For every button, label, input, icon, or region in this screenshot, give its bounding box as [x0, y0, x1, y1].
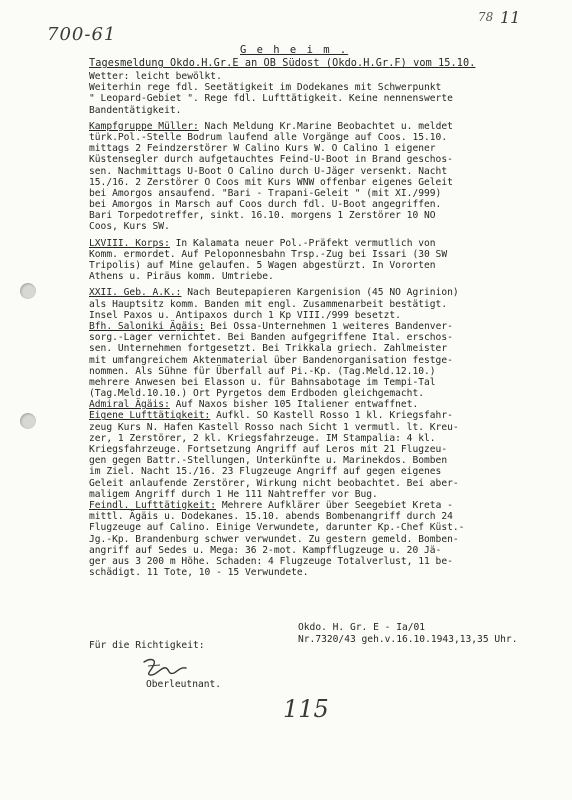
- report-line: [89, 366, 535, 377]
- secret-heading: G e h e i m .: [240, 44, 349, 56]
- line-text: Bei Ossa-Unternehmen 1 weiteres Bandenver-: [204, 320, 453, 332]
- line-text: bei Amorgos ansaufend. "Bari - Trapani-Geleit " (mit XI./999): [89, 187, 442, 199]
- binder-hole: [20, 283, 36, 299]
- line-text: als Hauptsitz komm. Banden mit engl. Zusammenarbeit bestätigt.: [89, 298, 448, 310]
- report-line: [89, 522, 535, 533]
- report-line: [89, 249, 535, 260]
- handwritten-signature: [140, 656, 190, 678]
- line-text: mittags 2 Feindzerstörer W Calino Kurs W. O Calino 1 eigener: [89, 143, 436, 155]
- report-line: [89, 82, 535, 93]
- line-text: mehrere Anwesen bei Elasson u. für Bahnsabotage im Tempi-Tal: [89, 376, 436, 388]
- section-label: Bfh. Saloniki Ägäis:: [89, 320, 205, 332]
- report-line: [89, 260, 535, 271]
- report-line: [89, 332, 535, 343]
- report-line: [89, 93, 535, 104]
- report-line: [89, 545, 535, 556]
- handwritten-page-number: 11: [500, 8, 521, 27]
- report-line: [89, 377, 535, 388]
- signer-rank: Oberleutnant.: [146, 679, 222, 690]
- report-line: [89, 210, 535, 221]
- report-line: [89, 132, 535, 143]
- line-text: Kriegsfahrzeuge. Fortsetzung Angriff auf Leros mit 21 Flugzeu-: [89, 444, 448, 455]
- line-text: Nach Meldung Kr.Marine Beobachtet u. meldet: [198, 120, 453, 132]
- line-text: sorg.-Lager vernichtet. Bei Banden aufgegriffene Ital. erschos-: [89, 332, 453, 344]
- report-line: [89, 188, 535, 199]
- report-line: [89, 154, 535, 165]
- line-text: Insel Paxos u. Antipaxos durch 1 Kp VIII./999 besetzt.: [89, 309, 401, 321]
- handwritten-archive-number: 700-61: [47, 24, 117, 45]
- line-text: zer, 1 Zerstörer, 2 kl. Kriegsfahrzeuge. IM Stampalia: 4 kl.: [89, 432, 436, 444]
- section-label: XXII. Geb. A.K.:: [89, 287, 182, 299]
- handwritten-folio-number: 115: [283, 695, 329, 723]
- report-line: [89, 271, 535, 282]
- report-line: [89, 143, 535, 154]
- line-text: Athens u. Piräus komm. Umtriebe.: [89, 271, 274, 283]
- office-line-1: Okdo. H. Gr. E - Ia/01: [298, 622, 426, 633]
- line-text: Geleit anlaufende Zerstörer, Wirkung nicht beobachtet. Bei aber-: [89, 477, 459, 489]
- report-line: [89, 500, 535, 511]
- report-line: [89, 399, 535, 410]
- line-text: Küstensegler durch aufgetauchtes Feind-U-Boot in Brand geschos-: [89, 154, 453, 166]
- report-line: [89, 444, 535, 455]
- line-text: mittl. Ägäis u. Dodekanes. 15.10. abends Bombenangriff durch 24: [89, 511, 453, 523]
- line-text: Wetter: leicht bewölkt.: [89, 71, 222, 82]
- line-text: Auf Naxos bisher 105 Italiener entwaffnet.: [169, 399, 419, 411]
- line-text: In Kalamata neuer Pol.-Präfekt vermutlich von: [169, 237, 436, 249]
- line-text: bei Amorgos in Marsch auf Coos durch fdl. U-Boot angegriffen.: [89, 199, 442, 211]
- report-line: [89, 455, 535, 466]
- line-text: zeug Kurs N. Hafen Kastell Rosso nach Sicht 1 vermutl. lt. Kreu-: [89, 421, 459, 433]
- line-text: " Leopard-Gebiet ". Rege fdl. Lufttätigkeit. Keine nennenswerte: [89, 93, 453, 105]
- attestation-label: Für die Richtigkeit:: [89, 640, 205, 651]
- section-label: LXVIII. Korps:: [89, 237, 170, 249]
- report-line: [89, 355, 535, 366]
- line-text: Bandentätigkeit.: [89, 104, 182, 116]
- report-body: [89, 71, 535, 578]
- line-text: mit umfangreichem Aktenmaterial über Bandenorganisation festge-: [89, 354, 453, 366]
- report-line: [89, 534, 535, 545]
- line-text: Tripolis) auf Mine gelaufen. 5 Wagen abgestürzt. In Vororten: [89, 260, 436, 271]
- line-text: Coos, Kurs SW.: [89, 221, 170, 233]
- report-line: [89, 166, 535, 177]
- line-text: gen gegen Battr.-Stellungen, Unterkünfte u. Marinekdos. Bomben: [89, 455, 448, 467]
- report-line: [89, 238, 535, 249]
- report-line: [89, 478, 535, 489]
- report-line: [89, 556, 535, 567]
- report-line: [89, 321, 535, 332]
- office-reference: [298, 622, 518, 645]
- line-text: Jg.-Kp. Brandenburg schwer verwundet. Zu gestern gemeld. Bomben-: [89, 533, 459, 545]
- line-text: nommen. Als Sühne für Überfall auf Pi.-Kp. (Tag.Meld.12.10.): [89, 365, 436, 377]
- line-text: Flugzeuge auf Calino. Einige Verwundete, darunter Kp.-Chef Küst.-: [89, 522, 465, 534]
- report-line: [89, 71, 535, 82]
- line-text: schädigt. 11 Tote, 10 - 15 Verwundete.: [89, 567, 309, 579]
- section-label: Feindl. Lufttätigkeit:: [89, 499, 217, 511]
- report-line: [89, 177, 535, 188]
- report-line: [89, 511, 535, 522]
- report-line: [89, 121, 535, 132]
- report-line: [89, 343, 535, 354]
- office-line-2: Nr.7320/43 geh.v.16.10.1943,13,35 Uhr.: [298, 633, 518, 645]
- binder-hole: [20, 413, 36, 429]
- handwritten-page-number-small: 78: [478, 10, 494, 24]
- section-label: Admiral Ägäis:: [89, 399, 170, 411]
- line-text: Mehrere Aufklärer über Seegebiet Kreta -: [216, 499, 453, 511]
- line-text: 15./16. 2 Zerstörer O Coos mit Kurs WNW offenbar eigenes Geleit: [89, 176, 453, 188]
- report-line: [89, 410, 535, 421]
- line-text: sen. Nachmittags U-Boot O Calino durch U-Jäger versenkt. Nacht: [89, 165, 448, 177]
- report-line: [89, 287, 535, 298]
- line-text: (Tag.Meld.10.10.) Ort Pyrgetos dem Erdboden gleichgemacht.: [89, 388, 425, 400]
- section-label: Eigene Lufttätigkeit:: [89, 410, 211, 422]
- line-text: im Ziel. Nacht 15./16. 23 Flugzeuge Angriff auf gegen eigenes: [89, 466, 442, 478]
- report-line: [89, 567, 535, 578]
- report-line: [89, 489, 535, 500]
- report-line: [89, 105, 535, 116]
- line-text: Bari Torpedotreffer, sinkt. 16.10. morgens 1 Zerstörer 10 NO: [89, 210, 436, 222]
- section-label: Kampfgruppe Müller:: [89, 120, 199, 132]
- line-text: ger aus 3 200 m Höhe. Schaden: 4 Flugzeuge Totalverlust, 11 be-: [89, 555, 453, 567]
- line-text: Komm. ermordet. Auf Peloponnesbahn Trsp.-Zug bei Issari (30 SW: [89, 248, 448, 260]
- line-text: sen. Unternehmen fortgesetzt. Bei Trikkala griech. Zahlmeister: [89, 343, 448, 355]
- report-line: [89, 388, 535, 399]
- report-subject: Tagesmeldung Okdo.H.Gr.E an OB Südost (Okdo.H.Gr.F) vom 15.10.: [89, 58, 476, 69]
- line-text: Nach Beutepapieren Kargenision (45 NO Agrinion): [181, 287, 459, 299]
- report-line: [89, 433, 535, 444]
- line-text: Weiterhin rege fdl. Seetätigkeit im Dodekanes mit Schwerpunkt: [89, 82, 442, 94]
- report-line: [89, 299, 535, 310]
- line-text: angriff auf Sedes u. Mega: 36 2-mot. Kampfflugzeuge u. 20 Jä-: [89, 544, 442, 556]
- line-text: türk.Pol.-Stelle Bodrum laufend alle Vorgänge auf Coos. 15.10.: [89, 131, 448, 143]
- report-line: [89, 199, 535, 210]
- line-text: Aufkl. SO Kastell Rosso 1 kl. Kriegsfahr-: [210, 410, 453, 422]
- report-line: [89, 221, 535, 232]
- report-line: [89, 422, 535, 433]
- line-text: maligem Angriff durch 1 He 111 Nahtreffer vor Bug.: [89, 488, 378, 500]
- report-line: [89, 466, 535, 477]
- report-line: [89, 310, 535, 321]
